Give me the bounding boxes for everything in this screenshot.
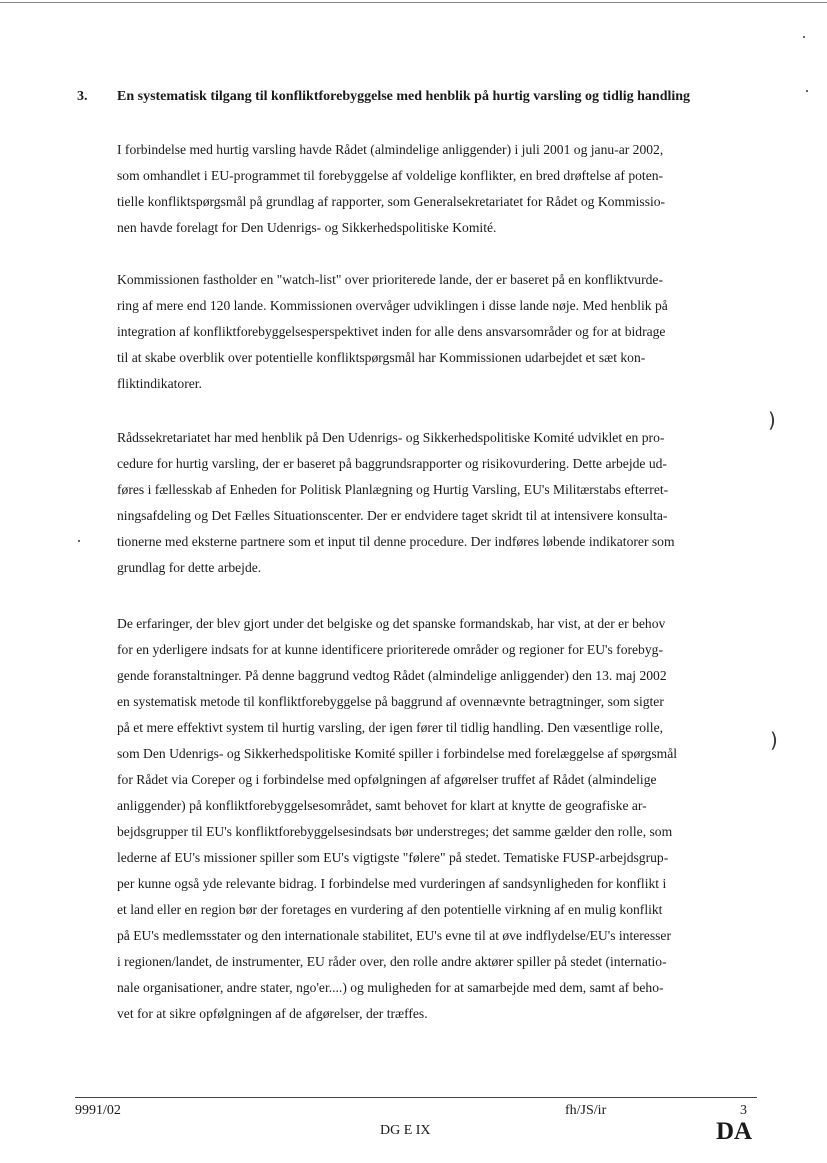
text-line: ningsafdeling og Det Fælles Situationscenter. Der er endvidere taget skridt til at intensivere konsulta- (117, 508, 668, 523)
footer-rule (75, 1097, 757, 1098)
text-line: lederne af EU's missioner spiller som EU's vigtigste "følere" på stedet. Tematiske FUSP-arbejdsgrup- (117, 850, 669, 865)
text-line: vet for at sikre opfølgningen af de afgørelser, der træffes. (117, 1006, 428, 1021)
footer-reference: fh/JS/ir (565, 1103, 607, 1118)
paragraph-1 (117, 137, 757, 241)
footer-directorate: DG E IX (380, 1123, 431, 1138)
text-line: grundlag for dette arbejde. (117, 560, 262, 575)
text-line: nale organisationer, andre stater, ngo'er....) og muligheden for at samarbejde med dem, samt af beho- (117, 980, 664, 995)
footer-page-number: 3 (740, 1103, 747, 1118)
text-line: I forbindelse med hurtig varsling havde Rådet (almindelige anliggender) i juli 2001 og janu-ar 2002, (117, 142, 664, 157)
text-line: nen havde forelagt for Den Udenrigs- og Sikkerhedspolitiske Komité. (117, 220, 497, 235)
text-line: integration af konfliktforebyggelsesperspektivet inden for alle dens ansvarsområder og for at bidrage (117, 324, 666, 339)
paragraph-2 (117, 267, 757, 397)
scan-speck (78, 540, 80, 542)
punch-hole-mark: ) (768, 408, 776, 432)
top-rule (0, 2, 827, 3)
text-line: fliktindikatorer. (117, 376, 202, 391)
section-heading (77, 89, 777, 105)
text-line: som Den Udenrigs- og Sikkerhedspolitiske Komité spiller i forbindelse med forelæggelse af spørgsmål (117, 746, 678, 761)
text-line: bejdsgrupper til EU's konfliktforebyggelsesindsats bør understreges; det samme gælder den rolle, som (117, 824, 673, 839)
footer-doc-number: 9991/02 (75, 1103, 121, 1118)
footer-language-code: DA (716, 1118, 753, 1145)
text-line: De erfaringer, der blev gjort under det belgiske og det spanske formandskab, har vist, at der er behov (117, 616, 666, 631)
text-line: på EU's medlemsstater og den internationale stabilitet, EU's evne til at øve indflydelse/EU's interesser (117, 928, 671, 943)
text-line: Kommissionen fastholder en "watch-list" over prioriterede lande, der er baseret på en konfliktvurde- (117, 272, 663, 287)
punch-hole-mark: ) (770, 728, 778, 752)
text-line: på et mere effektivt system til hurtig varsling, der igen fører til tidlig handling. Den væsentlige rolle, (117, 720, 664, 735)
text-line: anliggender) på konfliktforebyggelsesområdet, samt behovet for klart at knytte de geografiske ar- (117, 798, 647, 813)
text-line: gende foranstaltninger. På denne baggrund vedtog Rådet (almindelige anliggender) den 13. maj 2002 (117, 668, 667, 683)
text-line: som omhandlet i EU-programmet til forebyggelse af voldelige konflikter, en bred drøftelse af poten- (117, 168, 664, 183)
text-line: cedure for hurtig varsling, der er baseret på baggrundsrapporter og risikovurdering. Dette arbejde ud- (117, 456, 667, 471)
text-line: føres i fællesskab af Enheden for Politisk Planlægning og Hurtig Varsling, EU's Militærstabs efterret- (117, 482, 669, 497)
paragraph-3 (117, 425, 757, 581)
text-line: tionerne med eksterne partnere som et input til denne procedure. Der indføres løbende indikatorer som (117, 534, 675, 549)
text-line: til at skabe overblik over potentielle konfliktspørgsmål har Kommissionen udarbejdet et sæt kon- (117, 350, 646, 365)
text-line: for Rådet via Coreper og i forbindelse med opfølgningen af afgørelser truffet af Rådet (almindelige (117, 772, 657, 787)
paragraph-4 (117, 611, 757, 1027)
text-line: i regionen/landet, de instrumenter, EU råder over, den rolle andre aktører spiller på stedet (internatio- (117, 954, 667, 969)
section-title: En systematisk tilgang til konfliktforebyggelse med henblik på hurtig varsling og tidlig handling (117, 89, 691, 104)
text-line: per kunne også yde relevante bidrag. I forbindelse med vurderingen af sandsynligheden for konflikt i (117, 876, 667, 891)
text-line: for en yderligere indsats for at kunne identificere prioriterede områder og regioner for EU's forebyg- (117, 642, 663, 657)
text-line: et land eller en region bør der foretages en vurdering af den potentielle virkning af en mulig konflikt (117, 902, 663, 917)
text-line: ring af mere end 120 lande. Kommissionen overvåger udviklingen i disse lande nøje. Med henblik på (117, 298, 668, 313)
scan-speck (803, 36, 805, 38)
text-line: en systematisk metode til konfliktforebyggelse på baggrund af ovennævnte betragtninger, som sigter (117, 694, 664, 709)
text-line: Rådssekretariatet har med henblik på Den Udenrigs- og Sikkerhedspolitiske Komité udviklet en pro- (117, 430, 665, 445)
text-line: tielle konfliktspørgsmål på grundlag af rapporter, som Generalsekretariatet for Rådet og Kommissio- (117, 194, 666, 209)
scan-speck (806, 90, 808, 92)
section-number: 3. (77, 89, 88, 104)
